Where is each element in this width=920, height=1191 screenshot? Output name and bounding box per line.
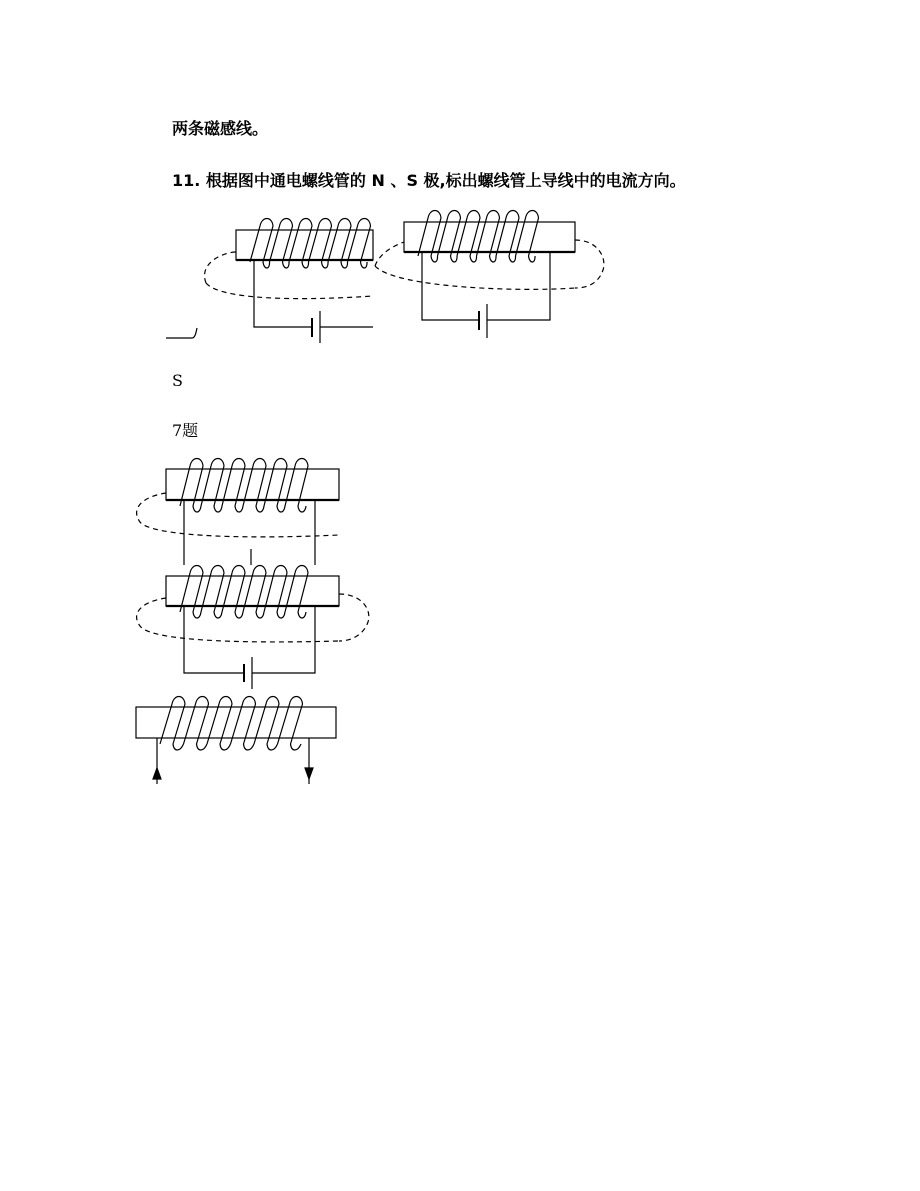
solenoid-3-core xyxy=(166,469,339,500)
coil-winding xyxy=(160,697,185,751)
field-line-1-left xyxy=(205,252,236,283)
field-line-2-right xyxy=(575,240,604,288)
coil-winding xyxy=(201,459,224,513)
question-11-text: 11. 根据图中通电螺线管的 N 、S 极,标出螺线管上导线中的电流方向。 xyxy=(172,171,686,190)
coil-winding xyxy=(285,459,308,513)
coil-winding xyxy=(278,697,303,751)
solenoid-4-coils xyxy=(180,566,308,619)
solenoid-figure-4 xyxy=(137,566,369,690)
pole-label-s: S xyxy=(172,371,183,390)
solenoid-figure-3 xyxy=(137,459,339,566)
coil-winding xyxy=(285,566,308,619)
coil-winding xyxy=(207,697,232,751)
solenoid-figure-2 xyxy=(375,211,604,339)
circuit-wire-1-left xyxy=(254,260,312,327)
solenoid-2-core xyxy=(404,222,575,252)
text-line-magnetic-field-lines: 两条磁感线。 xyxy=(172,119,269,138)
circuit-wire-2-left xyxy=(422,252,479,320)
current-arrow-up xyxy=(153,768,161,779)
circuit-wire-2-right xyxy=(487,252,550,320)
coil-winding xyxy=(243,459,266,513)
current-arrow-down xyxy=(305,768,313,779)
field-line-2-left xyxy=(375,242,404,266)
question-7-label: 7题 xyxy=(172,421,199,440)
solenoid-figure-1 xyxy=(166,219,373,344)
solenoid-4-core xyxy=(166,576,339,606)
coil-winding xyxy=(264,566,287,619)
coil-winding xyxy=(222,459,245,513)
coil-winding xyxy=(264,459,287,513)
coil-winding xyxy=(201,566,224,619)
field-line-4-left xyxy=(137,598,339,642)
solenoid-5-coils xyxy=(160,697,303,751)
solenoid-3-coils xyxy=(180,459,308,513)
solenoid-2-coils xyxy=(418,211,539,263)
field-line-2-bottom xyxy=(375,266,575,289)
coil-winding xyxy=(184,697,209,751)
coil-winding xyxy=(254,697,279,751)
coil-winding xyxy=(243,566,266,619)
solenoid-figure-5 xyxy=(136,697,336,785)
field-line-1-bottom xyxy=(206,283,373,299)
fragment-mark xyxy=(166,328,197,338)
coil-winding xyxy=(231,697,256,751)
coil-winding xyxy=(222,566,245,619)
field-line-4-right xyxy=(339,594,369,641)
